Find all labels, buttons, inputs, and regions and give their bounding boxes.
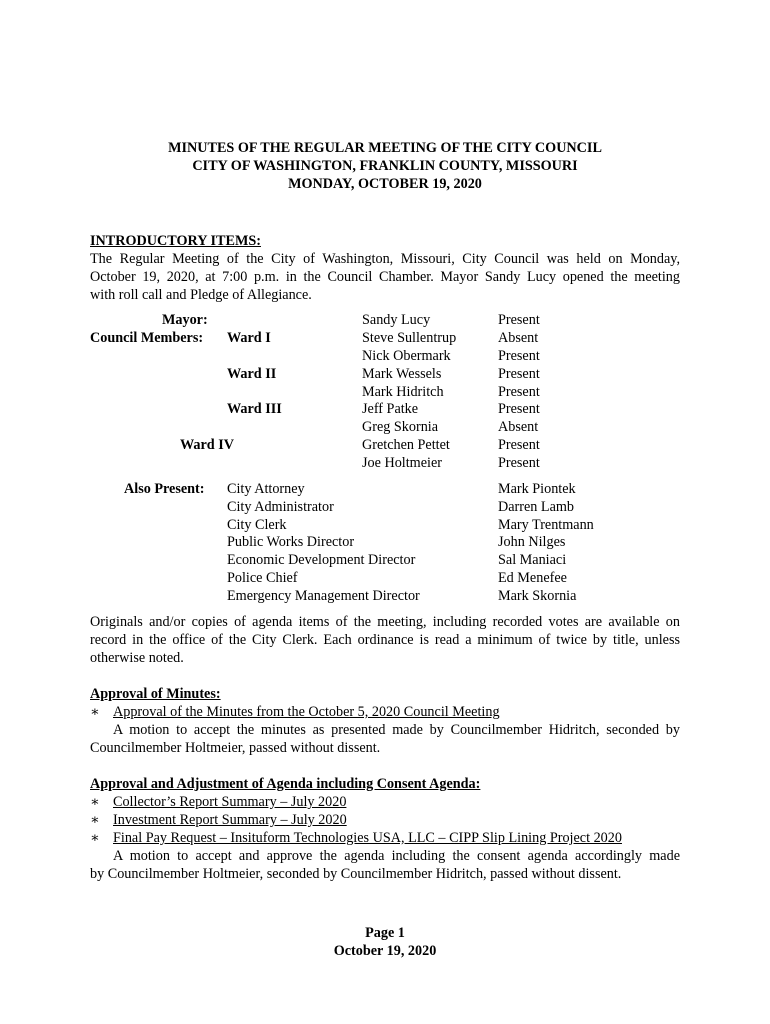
bullet-icon: ∗ xyxy=(90,794,100,810)
staff-name: Sal Maniaci xyxy=(498,552,567,568)
member-name: Sandy Lucy xyxy=(362,312,431,328)
member-status: Present xyxy=(498,366,540,382)
minutes-item-label: Approval of the Minutes from the October 5, 2020 Council Meeting xyxy=(113,704,500,720)
minutes-motion-line: Councilmember Holtmeier, passed without dissent. xyxy=(90,739,381,756)
staff-title: City Clerk xyxy=(227,517,287,533)
staff-name: Mark Piontek xyxy=(498,481,576,497)
staff-title: Police Chief xyxy=(227,570,298,586)
council-members-label: Council Members: xyxy=(90,330,204,346)
staff-name: Mark Skornia xyxy=(498,588,577,604)
title-line-2: CITY OF WASHINGTON, FRANKLIN COUNTY, MISSOURI xyxy=(192,158,578,174)
agenda-motion xyxy=(90,848,680,884)
title-line-1: MINUTES OF THE REGULAR MEETING OF THE CITY COUNCIL xyxy=(168,140,602,156)
approval-agenda-heading: Approval and Adjustment of Agenda including Consent Agenda: xyxy=(90,776,481,792)
intro-line: The Regular Meeting of the City of Washington, Missouri, City Council was held on Monday, xyxy=(90,251,680,267)
member-status: Absent xyxy=(498,330,539,346)
member-status: Present xyxy=(498,348,540,364)
member-name: Jeff Patke xyxy=(362,401,419,417)
agenda-item-label: Collector’s Report Summary – July 2020 xyxy=(113,794,347,810)
member-name: Steve Sullentrup xyxy=(362,330,457,346)
ward-4-label: Ward IV xyxy=(180,437,234,453)
minutes-motion xyxy=(90,722,680,758)
ward-2-label: Ward II xyxy=(227,366,277,382)
records-note-line: Originals and/or copies of agenda items of the meeting, including recorded votes are available on xyxy=(90,614,680,630)
agenda-list-item xyxy=(90,794,346,812)
records-note xyxy=(90,614,680,667)
agenda-list-item xyxy=(90,830,622,848)
intro-line: with roll call and Pledge of Allegiance. xyxy=(90,286,312,303)
bullet-icon: ∗ xyxy=(90,704,100,720)
agenda-item-label: Final Pay Request – Insituform Technologies USA, LLC – CIPP Slip Lining Project 2020 xyxy=(113,830,622,846)
intro-paragraph xyxy=(90,251,680,304)
member-status: Present xyxy=(498,401,540,417)
ward-3-label: Ward III xyxy=(227,401,282,417)
staff-name: Mary Trentmann xyxy=(498,517,594,533)
member-status: Absent xyxy=(498,419,539,435)
member-name: Mark Hidritch xyxy=(362,384,444,400)
member-name: Nick Obermark xyxy=(362,348,451,364)
member-status: Present xyxy=(498,384,540,400)
title-line-3: MONDAY, OCTOBER 19, 2020 xyxy=(288,176,482,192)
staff-name: John Nilges xyxy=(498,534,566,550)
member-status: Present xyxy=(498,437,540,453)
staff-title: Public Works Director xyxy=(227,534,355,550)
bullet-icon: ∗ xyxy=(90,830,100,846)
staff-title: City Attorney xyxy=(227,481,305,497)
staff-name: Darren Lamb xyxy=(498,499,575,515)
mayor-label: Mayor: xyxy=(162,312,208,328)
staff-title: Emergency Management Director xyxy=(227,588,420,604)
staff-title: City Administrator xyxy=(227,499,334,515)
member-name: Greg Skornia xyxy=(362,419,439,435)
records-note-line: record in the office of the City Clerk. Each ordinance is read a minimum of twice by title, unless xyxy=(90,631,680,648)
minutes-motion-line: A motion to accept the minutes as presented made by Councilmember Hidritch, seconded by xyxy=(113,722,680,738)
member-name: Gretchen Pettet xyxy=(362,437,450,453)
staff-name: Ed Menefee xyxy=(498,570,567,586)
page-number: Page 1 xyxy=(365,925,405,941)
records-note-line: otherwise noted. xyxy=(90,649,184,666)
agenda-item-label: Investment Report Summary – July 2020 xyxy=(113,812,347,828)
agenda-motion-line: by Councilmember Holtmeier, seconded by Councilmember Hidritch, passed without dissent. xyxy=(90,865,622,882)
member-status: Present xyxy=(498,455,540,471)
approval-minutes-heading: Approval of Minutes: xyxy=(90,686,221,702)
member-name: Mark Wessels xyxy=(362,366,442,382)
member-name: Joe Holtmeier xyxy=(362,455,442,471)
intro-line: October 19, 2020, at 7:00 p.m. in the Council Chamber. Mayor Sandy Lucy opened the meeting xyxy=(90,268,680,285)
minutes-list-item xyxy=(90,704,500,722)
footer-date: October 19, 2020 xyxy=(333,943,437,959)
also-present-label: Also Present: xyxy=(124,481,205,497)
ward-1-label: Ward I xyxy=(227,330,271,346)
intro-heading: INTRODUCTORY ITEMS: xyxy=(90,233,261,249)
staff-title: Economic Development Director xyxy=(227,552,416,568)
member-status: Present xyxy=(498,312,540,328)
agenda-motion-line: A motion to accept and approve the agenda including the consent agenda accordingly made xyxy=(113,848,680,864)
bullet-icon: ∗ xyxy=(90,812,100,828)
agenda-list-item xyxy=(90,812,347,830)
